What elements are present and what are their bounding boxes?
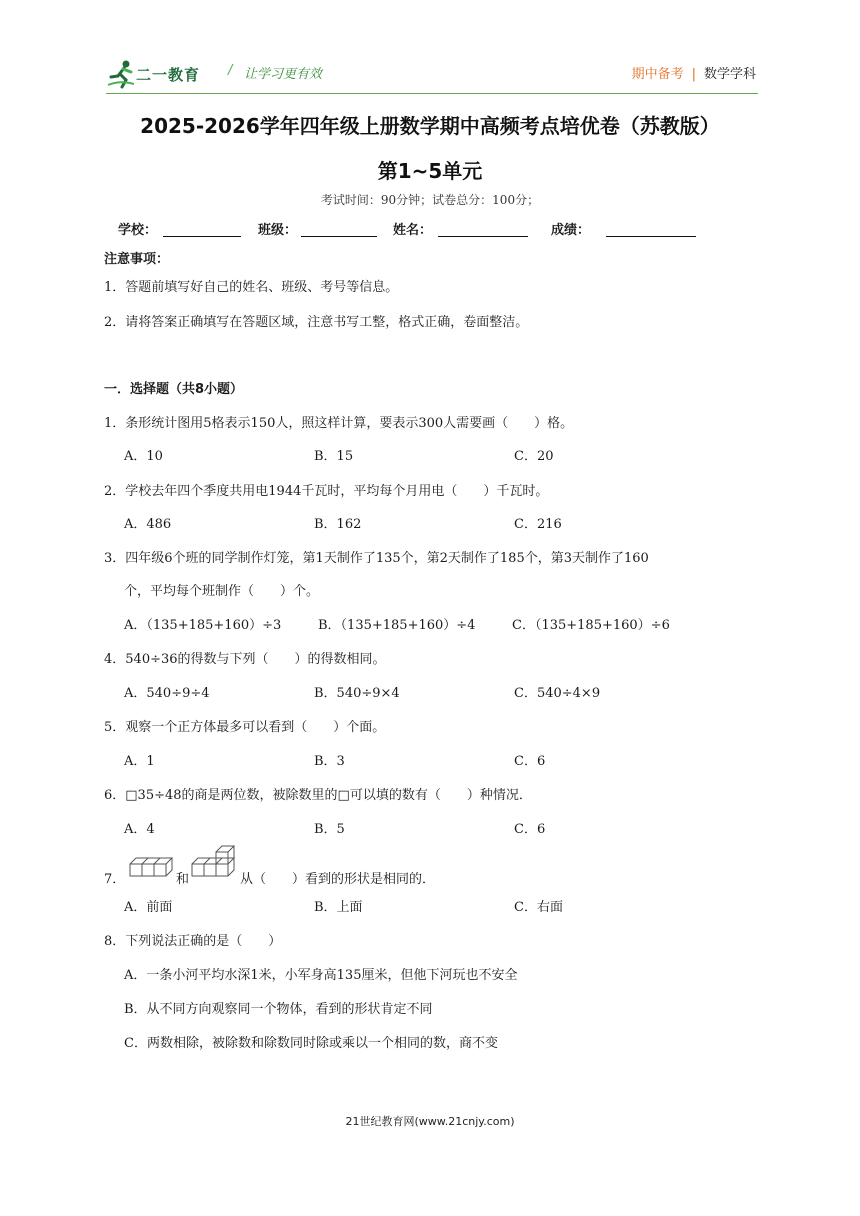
q7-option-b[interactable]: B．上面 xyxy=(314,900,363,915)
q8-option-b[interactable]: B．从不同方向观察同一个物体，看到的形状肯定不同 xyxy=(124,1002,433,1017)
q5-option-c[interactable]: C．6 xyxy=(514,754,546,769)
class-label: 班级： xyxy=(258,223,298,238)
question-6: 6．□35÷48的商是两位数，被除数里的□可以填的数有（ ）种情况． xyxy=(104,788,532,803)
score-label: 成绩： xyxy=(551,223,591,238)
q2-option-c[interactable]: C．216 xyxy=(514,517,562,532)
score-blank[interactable] xyxy=(606,236,696,237)
note-item: 2．请将答案正确填写在答题区域，注意书写工整，格式正确，卷面整洁。 xyxy=(104,315,529,330)
tag-separator: | xyxy=(691,67,696,82)
logo-text: 二一教育 xyxy=(136,66,201,84)
question-8: 8．下列说法正确的是（ ） xyxy=(104,934,282,949)
q2-option-b[interactable]: B．162 xyxy=(314,517,362,532)
logo xyxy=(106,58,218,90)
slogan-divider: / xyxy=(228,63,233,78)
q3-option-c[interactable]: C．（135+185+160）÷6 xyxy=(512,618,670,633)
q3-option-b[interactable]: B．（135+185+160）÷4 xyxy=(318,618,476,633)
question-3: 3．四年级6个班的同学制作灯笼，第1天制作了135个，第2天制作了185个，第3天制作了160 xyxy=(104,551,649,566)
q4-option-a[interactable]: A．540÷9÷4 xyxy=(124,686,210,701)
notes-title: 注意事项： xyxy=(104,252,170,267)
question-2: 2．学校去年四个季度共用电1944千瓦时，平均每个月用电（ ）千瓦时。 xyxy=(104,484,549,499)
q1-option-c[interactable]: C．20 xyxy=(514,449,554,464)
page-header xyxy=(106,58,756,90)
question-4: 4．540÷36的得数与下列（ ）的得数相同。 xyxy=(104,652,386,667)
section-title: 一．选择题（共8小题） xyxy=(104,382,244,397)
q8-option-c[interactable]: C．两数相除，被除数和除数同时除或乘以一个相同的数，商不变 xyxy=(124,1036,498,1051)
header-divider xyxy=(106,93,758,94)
subject-tag: 数学学科 xyxy=(703,67,756,82)
name-label: 姓名： xyxy=(393,223,433,238)
q3-option-a[interactable]: A．（135+185+160）÷3 xyxy=(124,618,282,633)
header-tags xyxy=(632,63,756,82)
q6-option-a[interactable]: A．4 xyxy=(124,822,155,837)
question-7-suffix: 从（ ）看到的形状是相同的． xyxy=(240,872,436,887)
q7-option-a[interactable]: A．前面 xyxy=(124,900,173,915)
q1-option-b[interactable]: B．15 xyxy=(314,449,354,464)
question-1: 1．条形统计图用5格表示150人，照这样计算，要表示300人需要画（ ）格。 xyxy=(104,416,574,431)
page-title: 2025-2026学年四年级上册数学期中高频考点培优卷（苏教版） xyxy=(140,114,720,138)
slogan: 让学习更有效 xyxy=(244,67,323,82)
note-item: 1．答题前填写好自己的姓名、班级、考号等信息。 xyxy=(104,280,399,295)
q4-option-c[interactable]: C．540÷4×9 xyxy=(514,686,601,701)
question-7-prefix: 7． xyxy=(104,872,126,887)
question-3-cont: 个，平均每个班制作（ ）个。 xyxy=(124,584,320,599)
exam-meta: 考试时间：90分钟；试卷总分：100分； xyxy=(320,193,540,207)
question-5: 5．观察一个正方体最多可以看到（ ）个面。 xyxy=(104,720,386,735)
q6-option-b[interactable]: B．5 xyxy=(314,822,345,837)
q1-option-a[interactable]: A．10 xyxy=(124,449,163,464)
q7-option-c[interactable]: C．右面 xyxy=(514,900,563,915)
page-footer: 21世纪教育网(www.21cnjy.com) xyxy=(345,1115,515,1128)
q6-option-c[interactable]: C．6 xyxy=(514,822,546,837)
q5-option-b[interactable]: B．3 xyxy=(314,754,345,769)
q4-option-b[interactable]: B．540÷9×4 xyxy=(314,686,400,701)
runner-logo-icon xyxy=(106,58,138,90)
exam-tag: 期中备考 xyxy=(631,67,684,82)
q2-option-a[interactable]: A．486 xyxy=(124,517,172,532)
q8-option-a[interactable]: A．一条小河平均水深1米，小军身高135厘米，但他下河玩也不安全 xyxy=(124,968,518,983)
q5-option-a[interactable]: A．1 xyxy=(124,754,155,769)
cube-stack-figure-2-icon xyxy=(190,842,238,882)
question-7-mid: 和 xyxy=(176,872,190,887)
school-blank[interactable] xyxy=(163,236,241,237)
class-blank[interactable] xyxy=(301,236,377,237)
name-blank[interactable] xyxy=(438,236,528,237)
page-subtitle: 第1~5单元 xyxy=(377,159,483,183)
school-label: 学校： xyxy=(118,223,158,238)
cube-stack-figure-1-icon xyxy=(128,854,176,882)
